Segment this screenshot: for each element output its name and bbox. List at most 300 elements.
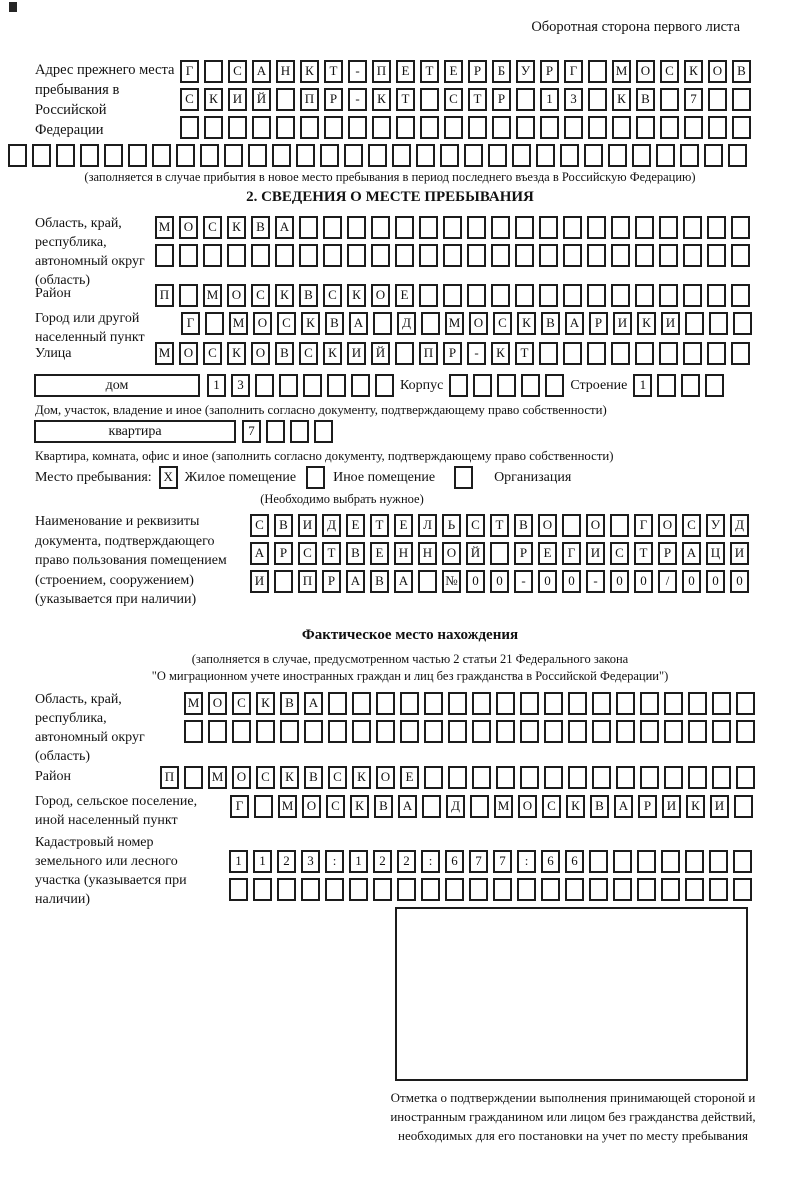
char-cell[interactable]	[397, 878, 416, 901]
char-cell[interactable]: О	[251, 342, 270, 365]
char-cell[interactable]: О	[371, 284, 390, 307]
char-cell[interactable]	[204, 60, 223, 83]
char-cell[interactable]: П	[160, 766, 179, 789]
char-cell[interactable]	[306, 466, 325, 489]
char-cell[interactable]: К	[686, 795, 705, 818]
char-cell[interactable]: Е	[370, 542, 389, 565]
char-cell[interactable]	[424, 692, 443, 715]
char-cell[interactable]	[613, 878, 632, 901]
char-cell[interactable]	[683, 216, 702, 239]
char-cell[interactable]	[373, 312, 392, 335]
char-cell[interactable]: 1	[207, 374, 226, 397]
char-cell[interactable]: Д	[446, 795, 465, 818]
char-cell[interactable]	[492, 116, 511, 139]
char-cell[interactable]: 7	[242, 420, 261, 443]
char-cell[interactable]: 0	[490, 570, 509, 593]
char-cell[interactable]: О	[442, 542, 461, 565]
char-cell[interactable]	[592, 766, 611, 789]
char-cell[interactable]	[707, 342, 726, 365]
char-cell[interactable]: В	[274, 514, 293, 537]
char-cell[interactable]: С	[466, 514, 485, 537]
char-cell[interactable]	[688, 766, 707, 789]
char-cell[interactable]: О	[232, 766, 251, 789]
char-cell[interactable]: С	[203, 216, 222, 239]
char-cell[interactable]	[587, 342, 606, 365]
char-cell[interactable]: Т	[396, 88, 415, 111]
char-cell[interactable]	[731, 342, 750, 365]
char-cell[interactable]	[276, 116, 295, 139]
char-cell[interactable]: В	[280, 692, 299, 715]
char-cell[interactable]	[707, 216, 726, 239]
char-cell[interactable]: С	[610, 542, 629, 565]
char-cell[interactable]: 0	[730, 570, 749, 593]
char-cell[interactable]: 6	[541, 850, 560, 873]
char-cell[interactable]	[296, 144, 315, 167]
char-cell[interactable]: 6	[445, 850, 464, 873]
char-cell[interactable]	[373, 878, 392, 901]
char-cell[interactable]: М	[612, 60, 631, 83]
char-cell[interactable]	[440, 144, 459, 167]
char-cell[interactable]	[681, 374, 700, 397]
char-cell[interactable]	[448, 720, 467, 743]
char-cell[interactable]	[490, 542, 509, 565]
char-cell[interactable]: Т	[634, 542, 653, 565]
char-cell[interactable]: 0	[538, 570, 557, 593]
char-cell[interactable]: -	[467, 342, 486, 365]
char-cell[interactable]: О	[376, 766, 395, 789]
char-cell[interactable]	[661, 878, 680, 901]
char-cell[interactable]: Е	[394, 514, 413, 537]
char-cell[interactable]	[229, 878, 248, 901]
char-cell[interactable]	[205, 312, 224, 335]
korpus-row[interactable]	[449, 374, 564, 397]
char-cell[interactable]	[424, 766, 443, 789]
char-cell[interactable]	[520, 766, 539, 789]
char-cell[interactable]	[705, 374, 724, 397]
char-cell[interactable]	[445, 878, 464, 901]
char-cell[interactable]: К	[204, 88, 223, 111]
char-cell[interactable]	[349, 878, 368, 901]
char-cell[interactable]: К	[637, 312, 656, 335]
char-cell[interactable]	[683, 284, 702, 307]
char-cell[interactable]	[616, 692, 635, 715]
char-cell[interactable]: И	[730, 542, 749, 565]
char-cell[interactable]	[314, 420, 333, 443]
char-cell[interactable]: Т	[468, 88, 487, 111]
char-cell[interactable]	[589, 878, 608, 901]
char-cell[interactable]: Р	[274, 542, 293, 565]
char-cell[interactable]: С	[232, 692, 251, 715]
char-cell[interactable]	[179, 244, 198, 267]
char-cell[interactable]	[587, 284, 606, 307]
char-cell[interactable]: Р	[638, 795, 657, 818]
char-cell[interactable]	[635, 342, 654, 365]
char-cell[interactable]	[184, 766, 203, 789]
char-cell[interactable]	[454, 466, 473, 489]
char-cell[interactable]	[228, 116, 247, 139]
char-cell[interactable]	[512, 144, 531, 167]
char-cell[interactable]	[422, 795, 441, 818]
char-cell[interactable]: А	[394, 570, 413, 593]
char-cell[interactable]: С	[250, 514, 269, 537]
char-cell[interactable]	[280, 720, 299, 743]
char-cell[interactable]	[400, 720, 419, 743]
char-cell[interactable]: С	[328, 766, 347, 789]
char-cell[interactable]	[348, 116, 367, 139]
char-cell[interactable]: Р	[468, 60, 487, 83]
char-cell[interactable]	[420, 88, 439, 111]
char-cell[interactable]: Р	[492, 88, 511, 111]
char-cell[interactable]: Г	[564, 60, 583, 83]
char-cell[interactable]	[592, 720, 611, 743]
char-cell[interactable]: Е	[444, 60, 463, 83]
street-row[interactable]	[155, 342, 750, 365]
char-cell[interactable]	[685, 878, 704, 901]
char-cell[interactable]: К	[300, 60, 319, 83]
char-cell[interactable]: О	[208, 692, 227, 715]
char-cell[interactable]: 7	[684, 88, 703, 111]
char-cell[interactable]	[255, 374, 274, 397]
char-cell[interactable]	[372, 116, 391, 139]
char-cell[interactable]	[496, 720, 515, 743]
char-cell[interactable]	[421, 312, 440, 335]
char-cell[interactable]	[300, 116, 319, 139]
char-cell[interactable]	[688, 720, 707, 743]
char-cell[interactable]: Н	[394, 542, 413, 565]
char-cell[interactable]: 1	[253, 850, 272, 873]
char-cell[interactable]: К	[612, 88, 631, 111]
char-cell[interactable]: Ь	[442, 514, 461, 537]
char-cell[interactable]	[395, 244, 414, 267]
char-cell[interactable]: К	[227, 342, 246, 365]
char-cell[interactable]	[272, 144, 291, 167]
char-cell[interactable]	[184, 720, 203, 743]
char-cell[interactable]	[254, 795, 273, 818]
char-cell[interactable]: :	[325, 850, 344, 873]
char-cell[interactable]	[208, 720, 227, 743]
char-cell[interactable]: С	[444, 88, 463, 111]
char-cell[interactable]: К	[372, 88, 391, 111]
char-cell[interactable]	[351, 374, 370, 397]
char-cell[interactable]	[396, 116, 415, 139]
char-cell[interactable]	[227, 244, 246, 267]
prev-address-row-1[interactable]	[180, 60, 751, 83]
char-cell[interactable]: Й	[466, 542, 485, 565]
char-cell[interactable]: И	[347, 342, 366, 365]
char-cell[interactable]	[709, 878, 728, 901]
char-cell[interactable]	[544, 720, 563, 743]
char-cell[interactable]: А	[252, 60, 271, 83]
char-cell[interactable]	[562, 514, 581, 537]
char-cell[interactable]: 0	[706, 570, 725, 593]
char-cell[interactable]	[568, 720, 587, 743]
char-cell[interactable]	[468, 116, 487, 139]
char-cell[interactable]	[104, 144, 123, 167]
char-cell[interactable]: В	[370, 570, 389, 593]
char-cell[interactable]: Г	[181, 312, 200, 335]
char-cell[interactable]	[303, 374, 322, 397]
char-cell[interactable]	[540, 116, 559, 139]
char-cell[interactable]: И	[228, 88, 247, 111]
char-cell[interactable]	[444, 116, 463, 139]
char-cell[interactable]	[635, 244, 654, 267]
char-cell[interactable]: А	[614, 795, 633, 818]
char-cell[interactable]	[708, 88, 727, 111]
char-cell[interactable]	[352, 692, 371, 715]
char-cell[interactable]	[152, 144, 171, 167]
char-cell[interactable]: В	[299, 284, 318, 307]
char-cell[interactable]: В	[325, 312, 344, 335]
char-cell[interactable]	[611, 284, 630, 307]
char-cell[interactable]	[539, 284, 558, 307]
char-cell[interactable]: 1	[349, 850, 368, 873]
char-cell[interactable]: 0	[562, 570, 581, 593]
char-cell[interactable]	[395, 216, 414, 239]
char-cell[interactable]	[613, 850, 632, 873]
char-cell[interactable]: 7	[493, 850, 512, 873]
char-cell[interactable]	[680, 144, 699, 167]
char-cell[interactable]: Т	[490, 514, 509, 537]
cadastral-row-1[interactable]	[229, 850, 752, 873]
char-cell[interactable]	[299, 216, 318, 239]
char-cell[interactable]	[497, 374, 516, 397]
char-cell[interactable]	[589, 850, 608, 873]
char-cell[interactable]	[563, 284, 582, 307]
document-row-2[interactable]	[250, 542, 749, 565]
char-cell[interactable]: О	[253, 312, 272, 335]
char-cell[interactable]	[664, 692, 683, 715]
char-cell[interactable]	[155, 244, 174, 267]
char-cell[interactable]	[611, 244, 630, 267]
char-cell[interactable]	[707, 244, 726, 267]
char-cell[interactable]: 7	[469, 850, 488, 873]
char-cell[interactable]	[325, 878, 344, 901]
char-cell[interactable]	[344, 144, 363, 167]
char-cell[interactable]	[248, 144, 267, 167]
char-cell[interactable]: И	[613, 312, 632, 335]
char-cell[interactable]	[416, 144, 435, 167]
char-cell[interactable]	[328, 720, 347, 743]
char-cell[interactable]	[253, 878, 272, 901]
char-cell[interactable]: К	[347, 284, 366, 307]
char-cell[interactable]: С	[180, 88, 199, 111]
char-cell[interactable]: В	[346, 542, 365, 565]
char-cell[interactable]: К	[275, 284, 294, 307]
char-cell[interactable]: У	[706, 514, 725, 537]
char-cell[interactable]: С	[228, 60, 247, 83]
char-cell[interactable]	[256, 720, 275, 743]
char-cell[interactable]	[684, 116, 703, 139]
char-cell[interactable]	[491, 244, 510, 267]
char-cell[interactable]	[733, 850, 752, 873]
char-cell[interactable]: М	[203, 284, 222, 307]
char-cell[interactable]: А	[349, 312, 368, 335]
char-cell[interactable]	[290, 420, 309, 443]
char-cell[interactable]: Р	[443, 342, 462, 365]
char-cell[interactable]	[472, 720, 491, 743]
actual-city-row[interactable]	[230, 795, 753, 818]
char-cell[interactable]	[685, 850, 704, 873]
char-cell[interactable]	[419, 284, 438, 307]
char-cell[interactable]: 0	[466, 570, 485, 593]
char-cell[interactable]	[544, 766, 563, 789]
char-cell[interactable]	[467, 244, 486, 267]
char-cell[interactable]	[56, 144, 75, 167]
char-cell[interactable]: О	[227, 284, 246, 307]
char-cell[interactable]	[277, 878, 296, 901]
char-cell[interactable]: О	[636, 60, 655, 83]
char-cell[interactable]	[660, 88, 679, 111]
char-cell[interactable]	[521, 374, 540, 397]
char-cell[interactable]	[584, 144, 603, 167]
char-cell[interactable]	[395, 342, 414, 365]
char-cell[interactable]: С	[493, 312, 512, 335]
char-cell[interactable]: А	[346, 570, 365, 593]
char-cell[interactable]: 0	[634, 570, 653, 593]
char-cell[interactable]: С	[299, 342, 318, 365]
char-cell[interactable]	[640, 692, 659, 715]
char-cell[interactable]: В	[514, 514, 533, 537]
char-cell[interactable]	[637, 878, 656, 901]
char-cell[interactable]	[657, 374, 676, 397]
char-cell[interactable]: И	[662, 795, 681, 818]
char-cell[interactable]: Ц	[706, 542, 725, 565]
char-cell[interactable]: И	[661, 312, 680, 335]
char-cell[interactable]: К	[517, 312, 536, 335]
char-cell[interactable]: Н	[276, 60, 295, 83]
char-cell[interactable]: Р	[324, 88, 343, 111]
char-cell[interactable]: -	[348, 88, 367, 111]
char-cell[interactable]	[472, 766, 491, 789]
char-cell[interactable]	[539, 216, 558, 239]
char-cell[interactable]: М	[208, 766, 227, 789]
char-cell[interactable]	[516, 88, 535, 111]
char-cell[interactable]	[683, 342, 702, 365]
char-cell[interactable]	[635, 216, 654, 239]
char-cell[interactable]	[443, 284, 462, 307]
char-cell[interactable]: С	[660, 60, 679, 83]
char-cell[interactable]: Т	[324, 60, 343, 83]
char-cell[interactable]: Р	[658, 542, 677, 565]
char-cell[interactable]	[728, 144, 747, 167]
char-cell[interactable]	[368, 144, 387, 167]
char-cell[interactable]: В	[374, 795, 393, 818]
char-cell[interactable]: :	[517, 850, 536, 873]
char-cell[interactable]	[610, 514, 629, 537]
char-cell[interactable]	[616, 766, 635, 789]
char-cell[interactable]	[612, 116, 631, 139]
char-cell[interactable]: П	[298, 570, 317, 593]
char-cell[interactable]	[80, 144, 99, 167]
char-cell[interactable]	[323, 244, 342, 267]
char-cell[interactable]	[516, 116, 535, 139]
char-cell[interactable]: И	[586, 542, 605, 565]
prev-address-row-2[interactable]	[180, 88, 751, 111]
char-cell[interactable]: 3	[231, 374, 250, 397]
char-cell[interactable]	[568, 766, 587, 789]
char-cell[interactable]	[371, 244, 390, 267]
char-cell[interactable]: И	[710, 795, 729, 818]
char-cell[interactable]	[564, 116, 583, 139]
char-cell[interactable]	[203, 244, 222, 267]
char-cell[interactable]	[734, 795, 753, 818]
stay-option-other-checkbox[interactable]	[306, 466, 325, 489]
char-cell[interactable]: Й	[252, 88, 271, 111]
char-cell[interactable]	[636, 116, 655, 139]
char-cell[interactable]	[493, 878, 512, 901]
char-cell[interactable]	[683, 244, 702, 267]
char-cell[interactable]	[274, 570, 293, 593]
apartment-number-row[interactable]	[242, 420, 333, 443]
house-number-row[interactable]	[207, 374, 394, 397]
char-cell[interactable]	[491, 216, 510, 239]
char-cell[interactable]	[448, 692, 467, 715]
char-cell[interactable]: В	[636, 88, 655, 111]
char-cell[interactable]	[418, 570, 437, 593]
char-cell[interactable]	[640, 766, 659, 789]
char-cell[interactable]: В	[304, 766, 323, 789]
char-cell[interactable]	[400, 692, 419, 715]
char-cell[interactable]: В	[732, 60, 751, 83]
char-cell[interactable]: К	[350, 795, 369, 818]
char-cell[interactable]: В	[275, 342, 294, 365]
char-cell[interactable]: С	[323, 284, 342, 307]
char-cell[interactable]	[515, 216, 534, 239]
char-cell[interactable]: Т	[322, 542, 341, 565]
actual-region-row-2[interactable]	[184, 720, 755, 743]
char-cell[interactable]	[544, 692, 563, 715]
char-cell[interactable]	[464, 144, 483, 167]
char-cell[interactable]: 2	[277, 850, 296, 873]
char-cell[interactable]	[200, 144, 219, 167]
city-row[interactable]	[181, 312, 752, 335]
char-cell[interactable]: С	[326, 795, 345, 818]
char-cell[interactable]	[659, 244, 678, 267]
char-cell[interactable]: У	[516, 60, 535, 83]
char-cell[interactable]: №	[442, 570, 461, 593]
char-cell[interactable]: В	[541, 312, 560, 335]
prev-address-row-4[interactable]	[8, 144, 747, 167]
char-cell[interactable]: И	[250, 570, 269, 593]
char-cell[interactable]	[664, 720, 683, 743]
char-cell[interactable]: Е	[396, 60, 415, 83]
char-cell[interactable]: -	[586, 570, 605, 593]
char-cell[interactable]: О	[179, 216, 198, 239]
char-cell[interactable]	[279, 374, 298, 397]
char-cell[interactable]: -	[514, 570, 533, 593]
char-cell[interactable]	[327, 374, 346, 397]
char-cell[interactable]	[424, 720, 443, 743]
char-cell[interactable]	[520, 720, 539, 743]
char-cell[interactable]: 0	[610, 570, 629, 593]
actual-district-row[interactable]	[160, 766, 755, 789]
char-cell[interactable]	[252, 116, 271, 139]
char-cell[interactable]	[376, 692, 395, 715]
char-cell[interactable]	[473, 374, 492, 397]
char-cell[interactable]	[470, 795, 489, 818]
char-cell[interactable]	[688, 692, 707, 715]
char-cell[interactable]: -	[348, 60, 367, 83]
char-cell[interactable]: С	[542, 795, 561, 818]
char-cell[interactable]	[568, 692, 587, 715]
char-cell[interactable]	[588, 116, 607, 139]
char-cell[interactable]	[420, 116, 439, 139]
char-cell[interactable]	[637, 850, 656, 873]
char-cell[interactable]	[712, 766, 731, 789]
char-cell[interactable]: Д	[397, 312, 416, 335]
char-cell[interactable]: Д	[322, 514, 341, 537]
char-cell[interactable]: Н	[418, 542, 437, 565]
